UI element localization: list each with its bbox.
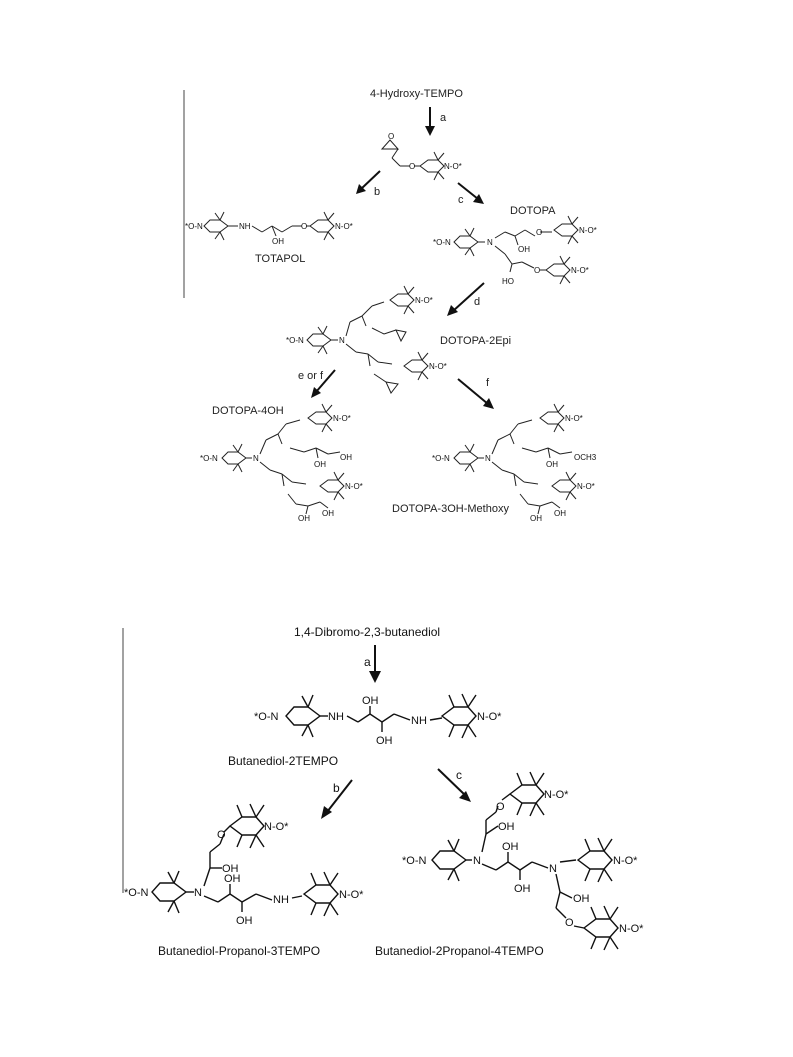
atom-no-totapol-left: *O-N [185, 222, 203, 231]
atom-no-3tempo-top: N-O* [264, 821, 289, 833]
atom-o-3tempo: O [217, 829, 226, 841]
atom-no-methoxy-top: N-O* [565, 414, 583, 423]
step-b-label: b [374, 186, 381, 198]
atom-no-3tempo-right: N-O* [339, 889, 364, 901]
atom-n-2epi: N [339, 336, 345, 345]
dotopa-3oh-methoxy-structure [454, 404, 576, 514]
compound-dotopa: DOTOPA [510, 205, 556, 217]
arrow-c-scheme2 [438, 769, 471, 802]
atom-nh-totapol: NH [239, 222, 251, 231]
atom-no-methoxy-left: *O-N [432, 454, 450, 463]
atom-no-3tempo-left: *O-N [124, 887, 149, 899]
step-c-label: c [458, 194, 464, 206]
butanediol-2tempo-structure [286, 694, 476, 738]
atom-o-epoxide: O [388, 132, 395, 141]
atom-n-4oh: N [253, 454, 259, 463]
scheme2-title: 1,4-Dibromo-2,3-butanediol [294, 625, 441, 639]
atom-oh-3tempo-3: OH [236, 915, 253, 927]
step-b-label-scheme2: b [333, 781, 340, 795]
compound-totapol: TOTAPOL [255, 253, 306, 265]
atom-oh-4tempo-4: OH [573, 893, 590, 905]
atom-no-4tempo-top: N-O* [544, 789, 569, 801]
totapol-structure [204, 212, 334, 240]
butanediol-propanol-3tempo-structure [152, 804, 338, 916]
step-a-label-scheme2: a [364, 655, 371, 669]
atom-n-4tempo-left: N [473, 855, 481, 867]
atom-oh-totapol: OH [272, 237, 284, 246]
compound-dotopa-2epi: DOTOPA-2Epi [440, 335, 512, 347]
compound-butanediol-2propanol-4tempo: Butanediol-2Propanol-4TEMPO [375, 944, 544, 958]
atom-ho-dotopa: HO [502, 277, 514, 286]
atom-oh-2tempo-bottom: OH [376, 735, 393, 747]
atom-no-dotopa-bottom: N-O* [571, 266, 589, 275]
dotopa-4oh-structure [222, 404, 344, 514]
atom-no-2epi-bottom: N-O* [429, 362, 447, 371]
atom-oh-4tempo-1: OH [498, 821, 515, 833]
atom-o-4tempo-bottom: O [565, 917, 574, 929]
atom-oh-methoxy-3: OH [554, 509, 566, 518]
atom-no-methoxy-bottom: N-O* [577, 482, 595, 491]
atom-n-4tempo-right: N [549, 863, 557, 875]
glycidyl-tempo-structure [382, 140, 444, 180]
atom-no-4oh-top: N-O* [333, 414, 351, 423]
arrow-a-scheme2 [369, 645, 381, 683]
compound-dotopa-4oh: DOTOPA-4OH [212, 405, 284, 417]
atom-o-dotopa-bottom: O [534, 266, 541, 275]
atom-no-4oh-left: *O-N [200, 454, 218, 463]
compound-dotopa-3oh-methoxy: DOTOPA-3OH-Methoxy [392, 503, 509, 515]
step-e-or-f-label: e or f [298, 370, 324, 382]
atom-no-totapol-right: N-O* [335, 222, 353, 231]
atom-no-4tempo-left: *O-N [402, 855, 427, 867]
step-c-label-scheme2: c [456, 768, 462, 782]
atom-oh-dotopa: OH [518, 245, 530, 254]
atom-nh-3tempo: NH [273, 894, 289, 906]
atom-o-totapol: O [301, 222, 308, 231]
atom-o-4tempo-top: O [496, 801, 505, 813]
atom-n-3tempo: N [194, 887, 202, 899]
atom-no-2tempo-left: *O-N [254, 711, 279, 723]
compound-butanediol-2tempo: Butanediol-2TEMPO [228, 754, 339, 768]
atom-o-dotopa-top: O [536, 228, 543, 237]
atom-oh-4oh-2: OH [340, 453, 352, 462]
atom-no-dotopa-top: N-O* [579, 226, 597, 235]
atom-no-2tempo-right: N-O* [477, 711, 502, 723]
atom-no-4oh-bottom: N-O* [345, 482, 363, 491]
step-a-label: a [440, 112, 447, 124]
atom-no-4tempo-bottom: N-O* [619, 923, 644, 935]
butanediol-2propanol-4tempo-structure [432, 772, 618, 950]
atom-o-ether: O [409, 162, 416, 171]
atom-oh-methoxy-1: OH [546, 460, 558, 469]
atom-och3-methoxy: OCH3 [574, 453, 597, 462]
atom-no-4tempo-right: N-O* [613, 855, 638, 867]
atom-nh-2tempo-right: NH [411, 715, 427, 727]
atom-n-dotopa: N [487, 238, 493, 247]
atom-no-2epi-left: *O-N [286, 336, 304, 345]
scheme1-title: 4-Hydroxy-TEMPO [370, 88, 463, 100]
atom-nh-2tempo-left: NH [328, 711, 344, 723]
atom-oh-3tempo-2: OH [224, 873, 241, 885]
atom-oh-4oh-3: OH [298, 514, 310, 523]
atom-oh-4tempo-2: OH [502, 841, 519, 853]
arrow-a-scheme1 [425, 107, 435, 136]
atom-oh-3tempo-1: OH [222, 863, 239, 875]
atom-oh-4tempo-3: OH [514, 883, 531, 895]
atom-oh-methoxy-2: OH [530, 514, 542, 523]
dotopa-structure [454, 216, 578, 284]
atom-oh-2tempo-top: OH [362, 695, 379, 707]
step-f-label: f [486, 377, 490, 389]
dotopa-2epi-structure [307, 286, 428, 393]
step-d-label: d [474, 296, 481, 308]
atom-oh-4oh-4: OH [322, 509, 334, 518]
atom-no-dotopa-left: *O-N [433, 238, 451, 247]
compound-butanediol-propanol-3tempo: Butanediol-Propanol-3TEMPO [158, 944, 321, 958]
atom-oh-4oh-1: OH [314, 460, 326, 469]
atom-n-methoxy: N [485, 454, 491, 463]
atom-no-glycidyl: N-O* [444, 162, 462, 171]
atom-no-2epi-top: N-O* [415, 296, 433, 305]
